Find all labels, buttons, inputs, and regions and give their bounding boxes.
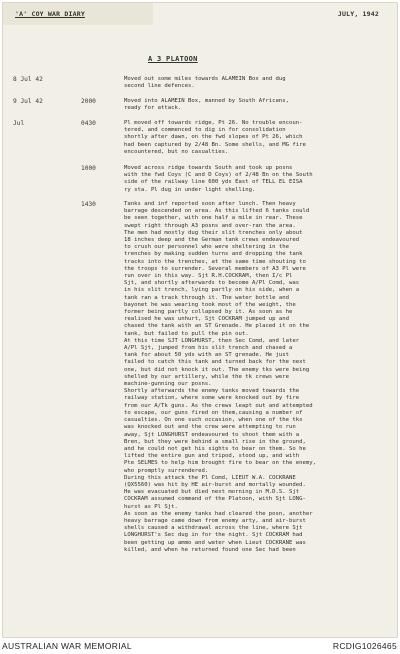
entry-time: 2000 — [81, 98, 96, 105]
archive-reference: RCDIG1026465 — [332, 641, 397, 651]
entry-date: 8 Jul 42 — [13, 76, 43, 83]
entry-text: Moved into ALAMEIN Box, manned by South Africans, ready for attack. — [124, 98, 290, 112]
entry-text: Moved out some miles towards ALAMEIN Box and dug second line defences. — [124, 76, 286, 90]
entry-text: Pl moved off towards ridge, Pt 26. No trouble encoun- tered, and commenced to dig in for consolidation shortly after dawn, on the fwd slopes of Pt 26, which had been captured by 2/48 Bn. Some shells, and MG fire encountered, but no casualties. — [124, 120, 306, 155]
archive-name: AUSTRALIAN WAR MEMORIAL — [2, 641, 132, 651]
entry-date: 9 Jul 42 — [13, 98, 43, 105]
diary-header-left: 'A' COY WAR DIARY — [15, 10, 85, 18]
entry-text: Moved across ridge towards South and took up posns with the fwd Coys (C and D Coys) of 2/48 Bn on the South side of the railway line 600 yds East of TELL EL EISA ry sta. Pl dug in under light shelling. — [124, 165, 313, 193]
section-title: A 3 PLATOON — [148, 55, 198, 63]
diary-header-date: JULY, 1942 — [337, 10, 379, 18]
entry-time: 1000 — [81, 165, 96, 172]
entry-date: Jul — [13, 120, 25, 127]
entry-time: 1430 — [81, 201, 96, 208]
entry-time: 0430 — [81, 120, 96, 127]
entry-text: Tanks and inf reported soon after lunch. Then heavy barrage descended on area. As this lifted 6 tanks could be seen together, with one half a mile in rear. These swept right through A3 posns and over-ran the area. The men had mostly dug their slit trenches only about 18 inches deep and the German tank crews endeavoured to crush our personnel who were sheltering in the trenches by making sudden turns and dropping the tank tracks into the trenches, at the same time shouting to the troops to surrender. Several members of A3 Pl were run over in this way. Sjt R.H.COCKRAM, then I/c Pl Sjt, and shortly afterwards to become A/Pl Comd, was in his slit trench, lying partly on his side, when a tank ran a track through it. The water bottle and bayonet he was wearing took most of the weight, the former being partly collapsed by it. As soon as he realised he was unhurt, Sjt COCKRAM jumped up and chased the tank with an ST Grenade. He placed it on the tank, but failed to pull the pin out. At this time SJT LONGHURST, then Sec Comd, and later A/Pl Sjt, jumped from his slit trench and chased a tank for about 50 yds with an ST grenade. He just failed to catch this tank and turned back for the next one, but did not knock it out. The enemy tks were being shelled by our artillery, while the tk crews were machine-gunning our posns. Shortly afterwards the enemy tanks moved towards the railway station, where some were knocked out by fire from our A/Tk guns. As the crews leapt out and attempted to escape, our guns fired on them,causing a number of casualties. On one such occasion, when one of the tks was knocked out and the crew were attempting to run away, Sjt LONGHURST endeavoured to shoot them with a Bren, but they were behind a small rise in the ground, and he could not get his sights to bear on them. So he lifted the entire gun and tripod, stood up, and with Pte SELMES to help him brought fire to bear on the enemy, who promptly surrendered. During this attack the Pl Comd, LIEUT W.A. COCKRANE (QX5560) was hit by HE air-burst and mortally wounded. He was evacuated but died next morning in M.D.S. Sjt COCKRAM assumed command of the Platoon, with Sjt LONG- hurst as Pl Sjt. As soon as the enemy tanks had cleared the posn, another heavy barrage came down from enemy arty, and air-burst shells caused a withdrawal across the line, where Sjt LONGHURST's Sec dug in for the night. Sjt COCKRAM had been getting up ammo and water when Lieut COCKRANE was killed, and when he returned found one Sec had been — [124, 201, 316, 553]
archive-footer — [0, 638, 400, 654]
diary-page — [2, 2, 398, 638]
